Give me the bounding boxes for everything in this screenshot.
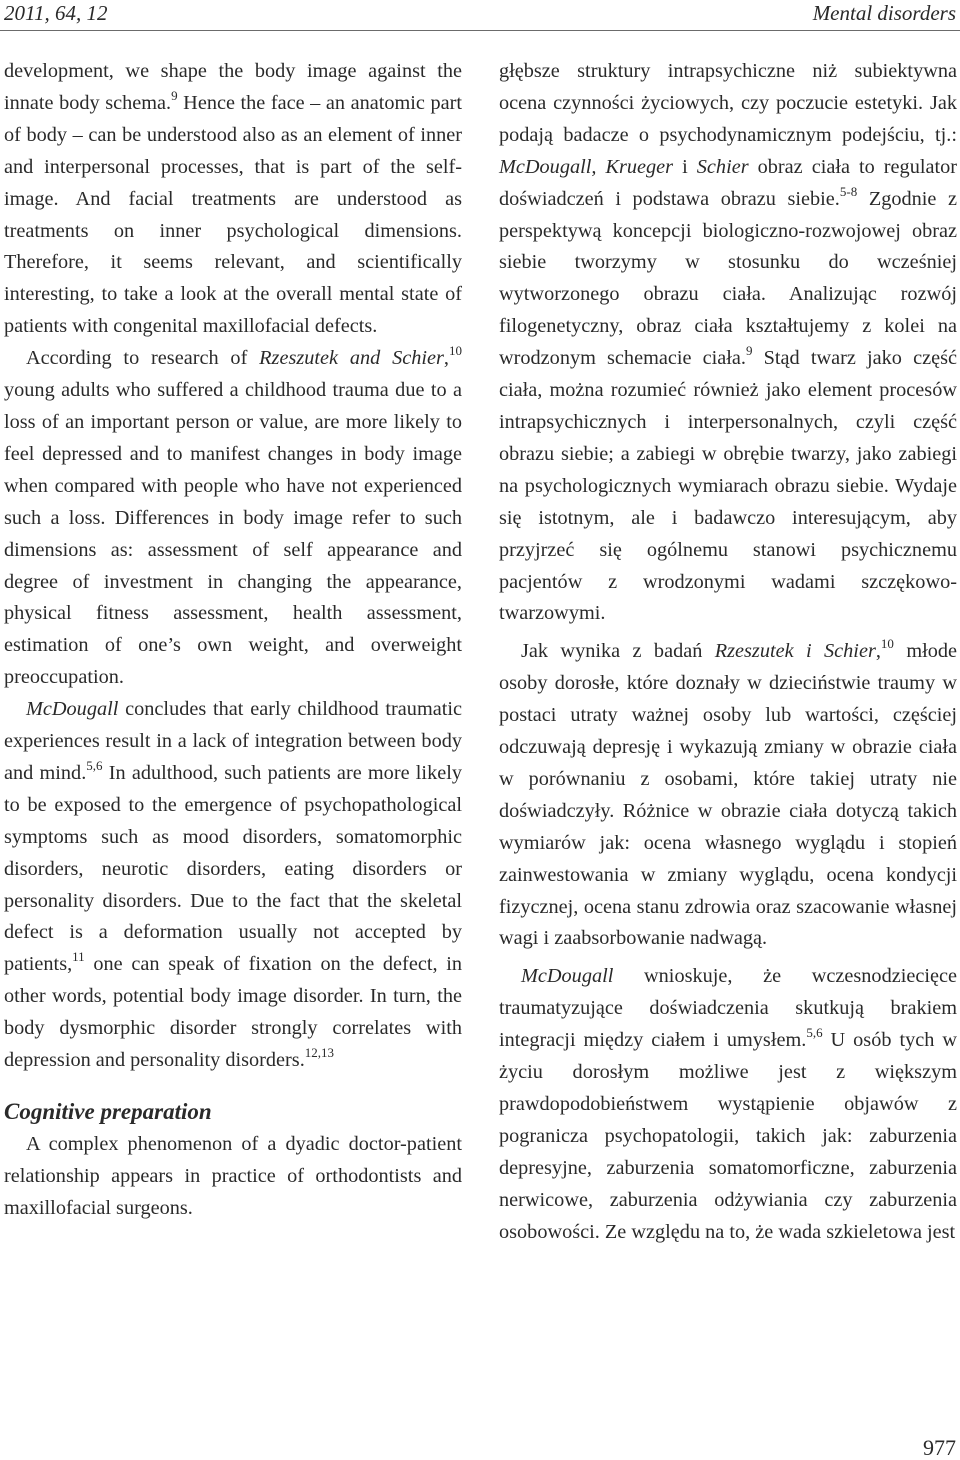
paragraph: głębsze struktury intrapsychiczne niż subiektywna ocena czynności życiowych, czy poczucie estetyki. Jak podają badacze o psychodynamicznym podejściu, tj.: McDougall, Krueger i Schier obraz ciała to regulator doświadczeń i podstawa obrazu siebie.$^{5-8}$ Zgodnie z perspektywą koncepcji biologiczno-rozwojowej obraz siebie tworzymy w stosunku do wcześniej wytworzonego obrazu ciała. Analizując rozwój filogenetyczny, obraz ciała kształtujemy z kolei na wrodzonym schemacie ciała.$^9$ Stąd twarz jako część ciała, można rozumieć również jako element procesów intrapsychicznych i interpersonalnych, czyli część obrazu siebie; a zabiegi w obrębie twarzy, jako zabiegi na psychologicznych wymiarach obrazu siebie. Wydaje się istotnym, ale i badawczo interesującym, aby przyjrzeć się ogólnemu stanowi psychicznemu pacjentów z wrodzonymi wadami szczękowo-twarzowymi. — [499, 60, 957, 625]
citation[interactable]: 11 — [72, 949, 85, 965]
citation[interactable]: 5-8 — [839, 183, 858, 199]
section-title: Mental disorders — [812, 1, 956, 25]
section-heading: Cognitive preparation — [4, 1099, 212, 1124]
author-names: McDougall — [521, 965, 614, 988]
citation[interactable]: 5,6 — [806, 1025, 823, 1041]
citation[interactable]: 9 — [745, 343, 753, 359]
citation[interactable]: 5,6 — [86, 757, 103, 773]
citation[interactable]: 12,13 — [304, 1045, 335, 1061]
author-names: Schier — [696, 155, 749, 178]
paragraph: A complex phenomenon of a dyadic doctor-patient relationship appears in practice of orthodontists and maxillofacial surgeons. — [4, 1133, 462, 1219]
author-names: Rzeszutek and Schier — [259, 347, 444, 370]
paragraph: development, we shape the body image against the innate body schema.$^9$ Hence the face – an anatomic part of body – can be understood also as an element of inner and interpersonal processes, that is part of the self-image. And facial treatments are understood as treatments on inner psychological dimensions. Therefore, it seems relevant, and scientifically interesting, to take a look at the overall mental state of patients with congenital maxillofacial defects. — [4, 60, 462, 338]
page-number: 977 — [923, 1435, 956, 1460]
paragraph: McDougall concludes that early childhood traumatic experiences result in a lack of integration between body and mind.$^{5,6}$ In adulthood, such patients are more likely to be exposed to the emergence of psychopathological symptoms such as mood disorders, somatomorphic disorders, neurotic disorders, eating disorders or personality disorders. Due to the fact that the skeletal defect is a deformation usually not accepted by patients,$^{11}$ one can speak of fixation on the defect, in other words, potential body image disorder. In turn, the body dysmorphic disorder strongly correlates with depression and personality disorders.$^{12,13}$ — [4, 698, 462, 1072]
paragraph: Jak wynika z badań Rzeszutek i Schier,$^{10}$ młode osoby dorosłe, które doznały w dzieciństwie traumy w postaci utraty ważnej osoby lub wartości, częściej odczuwają depresję i wykazują zmiany w obrazie ciała w porównaniu z osobami, które takiej utraty nie doświadczyły. Różnice w obrazie ciała dotyczą takich wymiarów jak: ocena własnego wyglądu i stopień zainwestowania w zmiany wyglądu, ocena kondycji fizycznej, ocena stanu zdrowia oraz szacowanie własnej wagi i zaabsorbowanie nadwagą. — [499, 636, 958, 950]
citation[interactable]: 10 — [448, 343, 462, 359]
right-column — [499, 56, 957, 1249]
header-rule — [0, 30, 960, 31]
journal-issue: 2011, 64, 12 — [4, 1, 108, 25]
left-column — [4, 56, 462, 1225]
paragraph: According to research of Rzeszutek and Schier,$^{10}$ young adults who suffered a childhood trauma due to a loss of an important person or value, are more likely to feel depressed and to manifest changes in body image when compared with people who have not experienced such a loss. Differences in body image refer to such dimensions as: assessment of self appearance and degree of investment in changing the appearance, physical fitness assessment, health assessment, estimation of one’s own weight, and overweight preoccupation. — [4, 343, 462, 689]
paragraph: McDougall wnioskuje, że wczesnodziecięce traumatyzujące doświadczenia skutkują brakiem integracji między ciałem i umysłem.$^{5,6}$ U osób tych w życiu dorosłym możliwe jest z większym prawdopodobieństwem wystąpienie objawów z pogranicza psychopatologii, takich jak: zaburzenia depresyjne, zaburzenia somatomorficzne, zaburzenia nerwicowe, zaburzenia odżywiania czy zaburzenia osobowości. Ze względu na to, że wada szkieletowa jest — [499, 965, 957, 1243]
author-names: McDougall — [26, 698, 119, 721]
running-header — [0, 0, 960, 32]
author-names: Rzeszutek i Schier — [714, 640, 876, 663]
citation[interactable]: 10 — [880, 636, 894, 652]
citation[interactable]: 9 — [171, 87, 178, 103]
author-names: McDougall, Krueger — [499, 155, 674, 178]
